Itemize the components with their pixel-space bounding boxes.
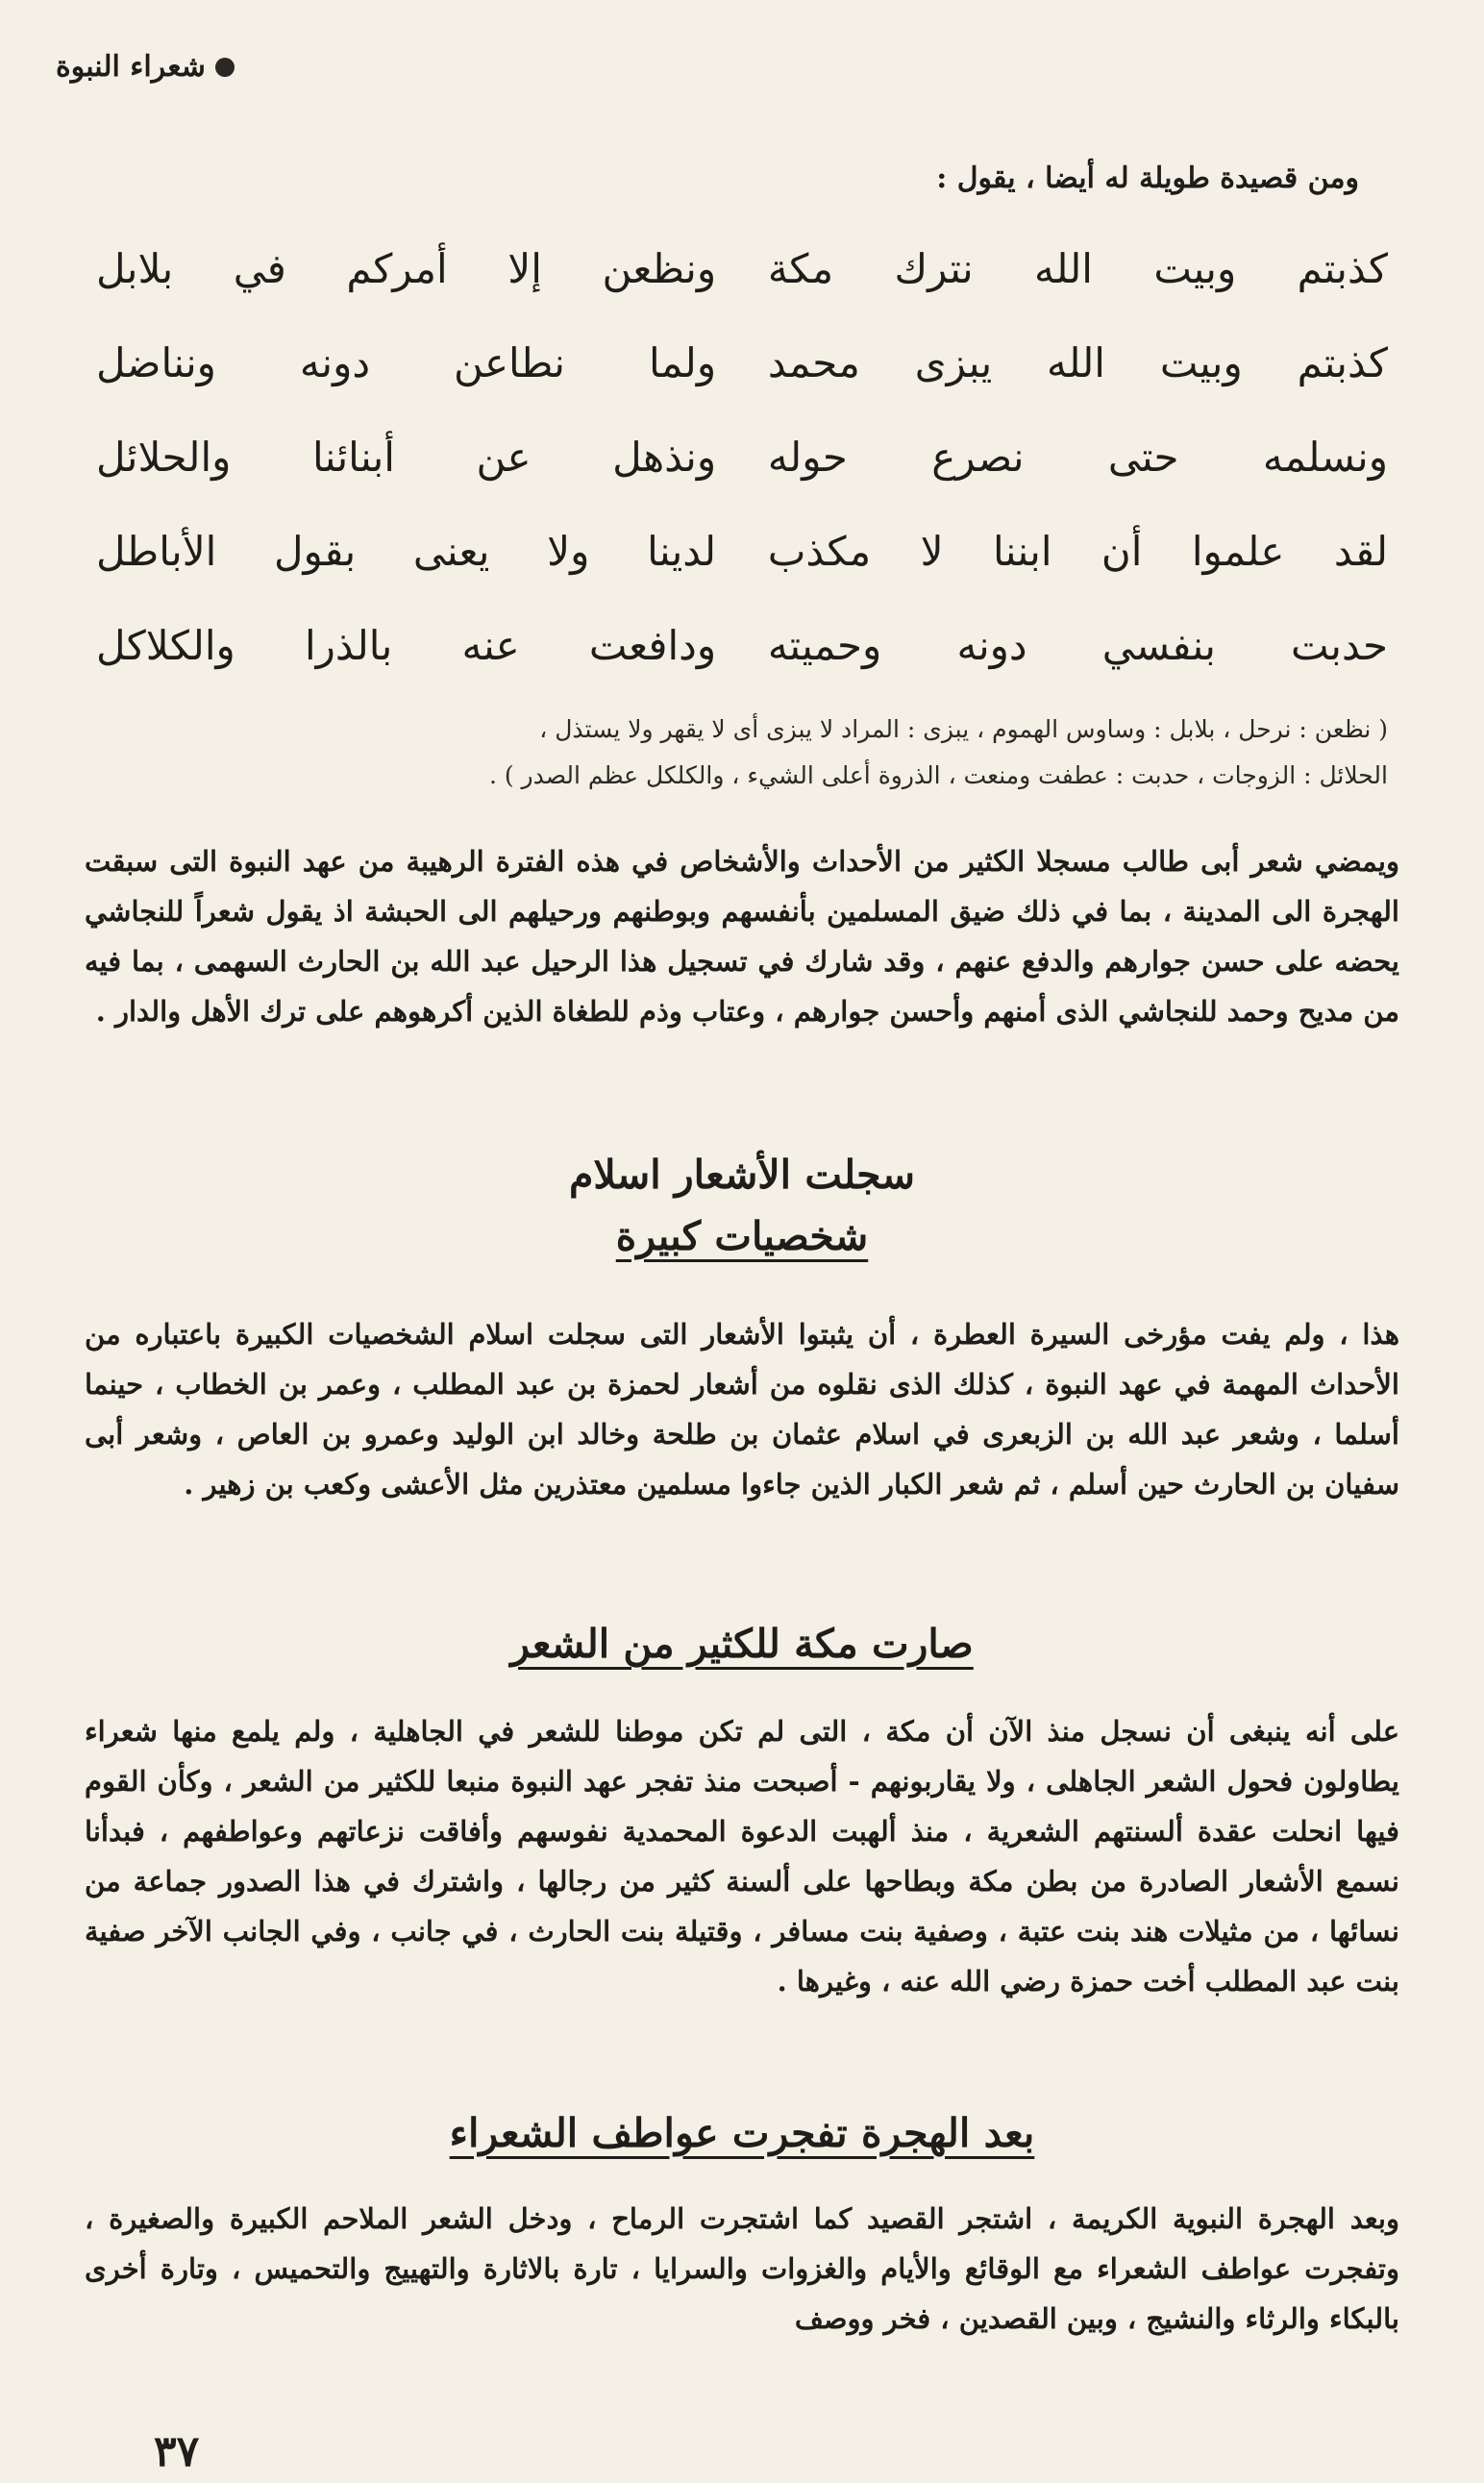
section-heading-underlined: شخصيات كبيرة: [615, 1213, 869, 1259]
page-number: ٣٧: [154, 2427, 200, 2476]
running-title: شعراء النبوة: [56, 50, 206, 84]
paragraph: ويمضي شعر أبى طالب مسجلا الكثير من الأحداث والأشخاص في هذه الفترة الرهيبة من عهد النبوة التى سبقت الهجرة الى المدينة ، بما في ذلك ضيق المسلمين بأنفسهم وبوطنهم ورحيلهم الى الحبشة اذ يقول شعراً للنجاشي يحضه على حسن جوارهم والدفع عنهم ، وقد شارك في تسجيل هذا الرحيل عبد الله بن الحارث السهمى ، بما فيه من مديح وحمد للنجاشي الذى أمنهم وأحسن جوارهم ، وعتاب وذم للطغاة الذين أكرهوهم على ترك الأهل والدار .: [85, 845, 1399, 1028]
poem-verse: [96, 598, 1388, 692]
poem-verse: [96, 410, 1388, 504]
verse-first-hemistich: كذبتم وبيت الله يبزى محمد: [767, 338, 1388, 386]
glossary-line: الحلائل : الزوجات ، حدبت : عطفت ومنعت ، الذروة أعلى الشيء ، والكلكل عظم الصدر ) .: [488, 761, 1388, 789]
section-heading: [0, 1213, 1484, 1259]
poem-intro: ومن قصيدة طويلة له أيضا ، يقول :: [936, 161, 1359, 195]
verse-second-hemistich: ولما نطاعن دونه ونناضل: [96, 338, 717, 386]
section-heading: [0, 2110, 1484, 2156]
paragraph: هذا ، ولم يفت مؤرخى السيرة العطرة ، أن يثبتوا الأشعار التى سجلت اسلام الشخصيات الكبيرة باعتباره من الأحداث المهمة في عهد النبوة ، كذلك الذى نقلوه من أشعار لحمزة بن عبد المطلب ، وعمر بن الخطاب ، حينما أسلما ، وشعر عبد الله بن الزبعرى في اسلام عثمان بن طلحة وخالد ابن الوليد وعمرو بن العاص ، وشعر أبى سفيان بن الحارث حين أسلم ، ثم شعر الكبار الذين جاءوا مسلمين معتذرين مثل الأعشى وكعب بن زهير .: [85, 1318, 1399, 1501]
section-heading-underlined: صارت مكة للكثير من الشعر: [510, 1621, 974, 1667]
verse-first-hemistich: لقد علموا أن ابننا لا مكذب: [767, 527, 1388, 575]
poem-verse: [96, 315, 1388, 410]
glossary-note: [96, 707, 1388, 799]
bullet-icon: [215, 58, 235, 77]
verse-second-hemistich: ونذهل عن أبنائنا والحلائل: [96, 433, 717, 481]
poem-verse: [96, 221, 1388, 315]
verse-second-hemistich: ودافعت عنه بالذرا والكلاكل: [96, 621, 717, 669]
verse-first-hemistich: ونسلمه حتى نصرع حوله: [767, 433, 1388, 481]
verse-second-hemistich: ونظعن إلا أمركم في بلابل: [96, 244, 717, 292]
section-heading: [0, 1621, 1484, 1667]
section-heading-underlined: بعد الهجرة تفجرت عواطف الشعراء: [449, 2110, 1035, 2156]
verse-second-hemistich: لدينا ولا يعنى بقول الأباطل: [96, 527, 717, 575]
section-heading: سجلت الأشعار اسلام: [569, 1152, 915, 1198]
running-header: [56, 50, 235, 84]
poem-verse: [96, 504, 1388, 598]
verse-first-hemistich: كذبتم وبيت الله نترك مكة: [767, 244, 1388, 292]
glossary-line: ( نظعن : نرحل ، بلابل : وساوس الهموم ، يبزى : المراد لا يبزى أى لا يقهر ولا يستذل ،: [539, 715, 1388, 743]
paragraph: وبعد الهجرة النبوية الكريمة ، اشتجر القصيد كما اشتجرت الرماح ، ودخل الشعر الملاحم الكبيرة والصغيرة ، وتفجرت عواطف الشعراء مع الوقائع والأيام والغزوات والسرايا ، تارة بالاثارة والتهييج والتحميس ، وتارة أخرى بالبكاء والرثاء والنشيج ، وبين القصدين ، فخر ووصف: [85, 2202, 1399, 2335]
poem: [96, 221, 1388, 692]
paragraph: على أنه ينبغى أن نسجل منذ الآن أن مكة ، التى لم تكن موطنا للشعر في الجاهلية ، ولم يلمع منها شعراء يطاولون فحول الشعر الجاهلى ، ولا يقاربونهم - أصبحت منذ تفجر عهد النبوة منبعا للكثير من الشعر ، وكأن القوم فيها انحلت عقدة ألسنتهم الشعرية ، منذ ألهبت الدعوة المحمدية نفوسهم وأفاقت نزعاتهم وعواطفهم ، فبدأنا نسمع الأشعار الصادرة من بطن مكة وبطاحها على ألسنة كثير من رجالها ، واشترك في هذا الصدور جماعة من نسائها ، من مثيلات هند بنت عتبة ، وصفية بنت مسافر ، وقتيلة بنت الحارث ، في جانب ، وفي الجانب الآخر صفية بنت عبد المطلب أخت حمزة رضي الله عنه ، وغيرها .: [85, 1715, 1399, 1998]
verse-first-hemistich: حدبت بنفسي دونه وحميته: [767, 621, 1388, 669]
